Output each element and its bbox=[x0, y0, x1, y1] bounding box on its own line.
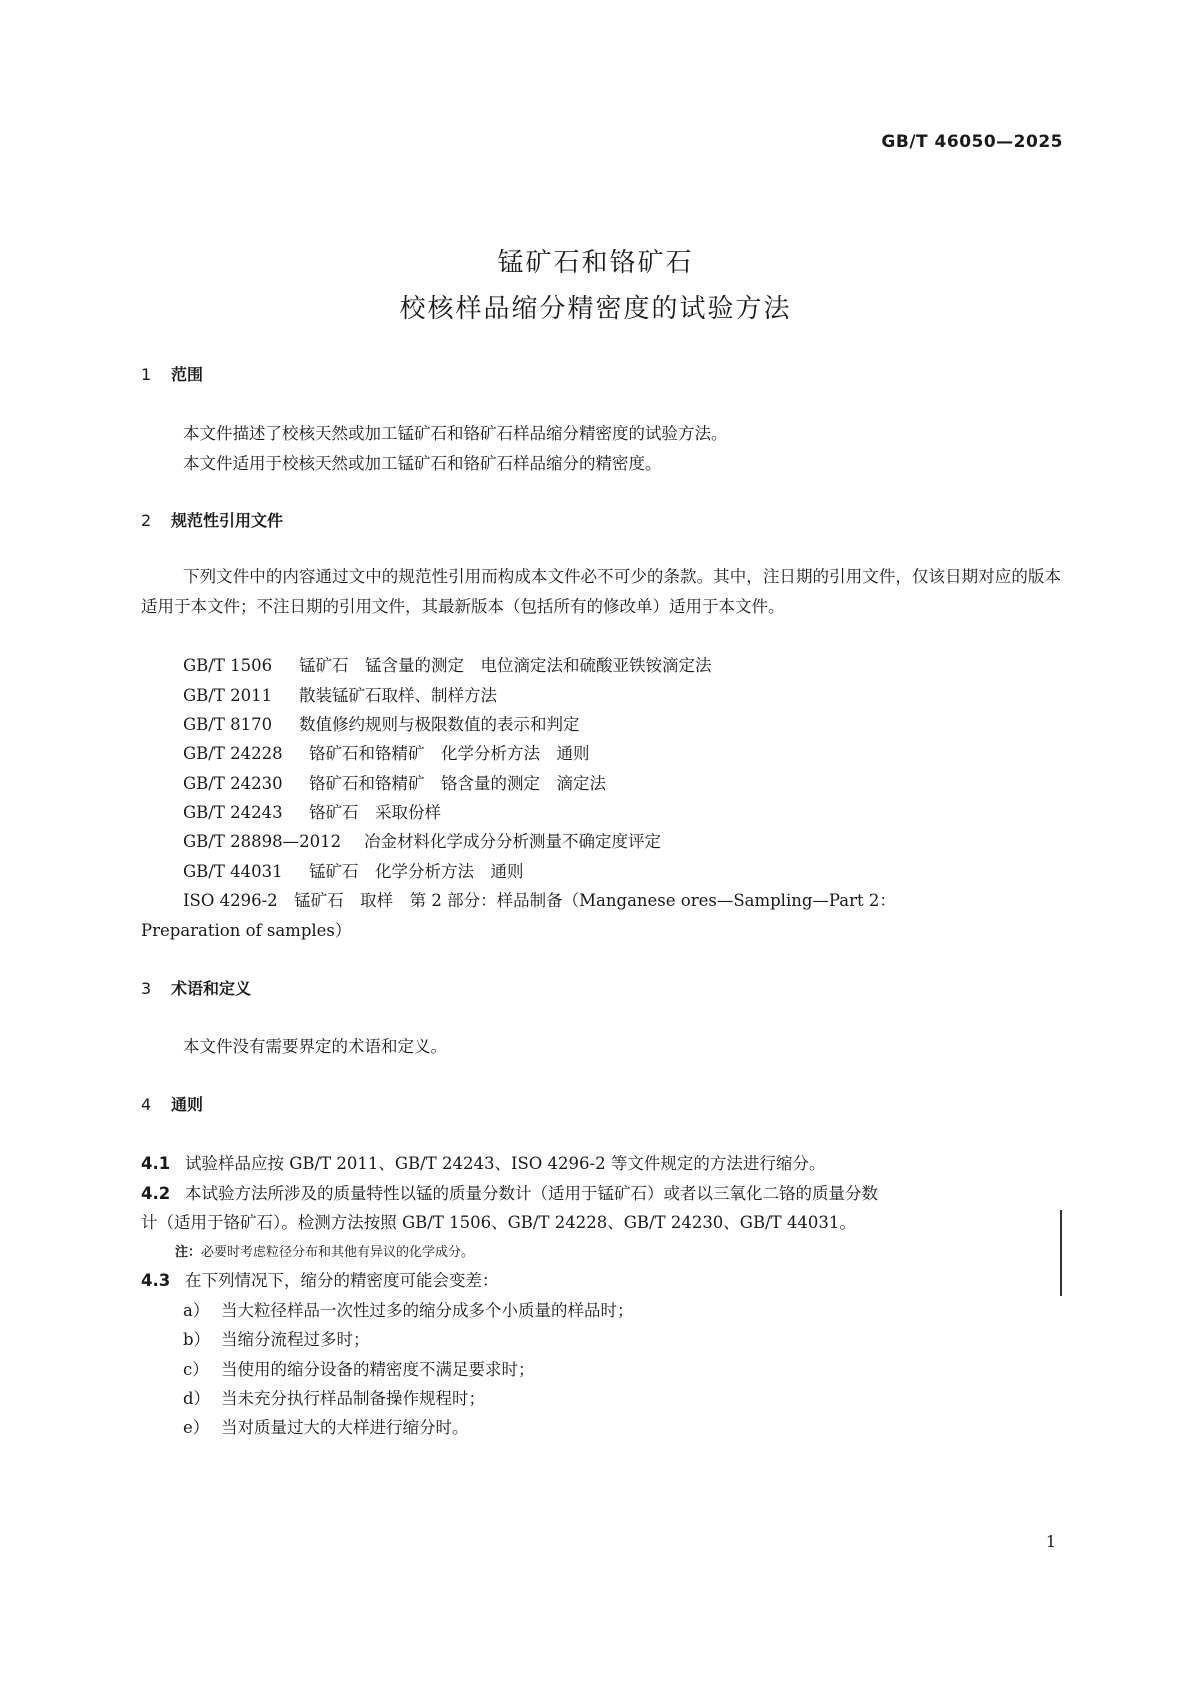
reference-code: GB/T 24230 bbox=[183, 774, 283, 793]
reference-item-iso-continued: Preparation of samples） bbox=[141, 921, 352, 940]
section-title: 通则 bbox=[171, 1095, 204, 1114]
list-label: e） bbox=[183, 1418, 210, 1437]
reference-item bbox=[183, 652, 712, 676]
paragraph: 本文件适用于校核天然或加工锰矿石和铬矿石样品缩分的精密度。 bbox=[183, 454, 662, 473]
change-bar bbox=[1060, 1210, 1062, 1296]
reference-title: 数值修约规则与极限数值的表示和判定 bbox=[299, 715, 580, 734]
section-number: 3 bbox=[141, 979, 152, 998]
reference-code: GB/T 24228 bbox=[183, 744, 283, 763]
reference-title: 锰矿石 锰含量的测定 电位滴定法和硫酸亚铁铵滴定法 bbox=[299, 656, 712, 675]
reference-item bbox=[183, 828, 661, 852]
clause-4-2 bbox=[141, 1180, 878, 1204]
clause-text: 本试验方法所涉及的质量特性以锰的质量分数计（适用于锰矿石）或者以三氧化二铬的质量分数 bbox=[185, 1184, 878, 1203]
reference-code: GB/T 44031 bbox=[183, 862, 283, 881]
reference-title: 锰矿石 化学分析方法 通则 bbox=[309, 862, 524, 881]
reference-code: GB/T 8170 bbox=[183, 715, 273, 734]
reference-item bbox=[183, 858, 524, 882]
list-text: 当大粒径样品一次性过多的缩分成多个小质量的样品时； bbox=[221, 1301, 634, 1320]
clause-number: 4.3 bbox=[141, 1271, 171, 1290]
paragraph-intro: 下列文件中的内容通过文中的规范性引用而构成本文件必不可少的条款。其中，注日期的引用文件，仅该日期对应的版本适用于本文件；不注日期的引用文件，其最新版本（包括所有的修改单）适用于本文件。 bbox=[141, 567, 1061, 616]
list-label: c） bbox=[183, 1360, 209, 1379]
clause-number: 4.2 bbox=[141, 1184, 171, 1203]
section-number: 1 bbox=[141, 365, 152, 384]
list-item bbox=[183, 1326, 370, 1350]
clause-4-3 bbox=[141, 1267, 499, 1291]
section-2-heading bbox=[141, 508, 283, 531]
list-label: d） bbox=[183, 1389, 211, 1408]
reference-title: 铬矿石 采取份样 bbox=[309, 803, 441, 822]
list-text: 当未充分执行样品制备操作规程时； bbox=[221, 1389, 485, 1408]
reference-item bbox=[183, 799, 441, 823]
list-item bbox=[183, 1297, 634, 1321]
list-item bbox=[183, 1414, 469, 1438]
reference-code: GB/T 24243 bbox=[183, 803, 283, 822]
list-item bbox=[183, 1356, 535, 1380]
reference-code: GB/T 2011 bbox=[183, 686, 273, 705]
list-text: 当使用的缩分设备的精密度不满足要求时； bbox=[221, 1360, 535, 1379]
clause-number: 4.1 bbox=[141, 1154, 171, 1173]
reference-title: 铬矿石和铬精矿 铬含量的测定 滴定法 bbox=[309, 774, 606, 793]
list-text: 当对质量过大的大样进行缩分时。 bbox=[221, 1418, 469, 1437]
document-title-line2: 校核样品缩分精密度的试验方法 bbox=[399, 294, 792, 324]
note-label: 注： bbox=[175, 1245, 202, 1260]
reference-item bbox=[183, 711, 580, 735]
section-4-heading bbox=[141, 1092, 203, 1115]
section-1-heading bbox=[141, 362, 203, 385]
list-item bbox=[183, 1385, 485, 1409]
standard-number: GB/T 46050—2025 bbox=[881, 132, 1063, 152]
note bbox=[175, 1241, 474, 1260]
section-3-heading bbox=[141, 976, 251, 999]
reference-item bbox=[183, 682, 497, 706]
reference-title: 散装锰矿石取样、制样方法 bbox=[299, 686, 497, 705]
document-title-line1: 锰矿石和铬矿石 bbox=[497, 248, 694, 278]
paragraph: 本文件没有需要界定的术语和定义。 bbox=[183, 1037, 447, 1056]
reference-item bbox=[183, 740, 590, 764]
reference-item bbox=[183, 770, 606, 794]
list-label: b） bbox=[183, 1330, 211, 1349]
section-title: 范围 bbox=[171, 365, 204, 384]
reference-item-iso: ISO 4296-2 锰矿石 取样 第 2 部分：样品制备（Manganese ores—Sampling—Part 2： bbox=[183, 891, 896, 910]
page-number: 1 bbox=[1045, 1532, 1056, 1551]
reference-code: GB/T 28898—2012 bbox=[183, 832, 342, 851]
reference-title: 冶金材料化学成分分析测量不确定度评定 bbox=[364, 832, 661, 851]
list-label: a） bbox=[183, 1301, 210, 1320]
section-number: 2 bbox=[141, 511, 152, 530]
list-text: 当缩分流程过多时； bbox=[221, 1330, 370, 1349]
clause-4-1 bbox=[141, 1150, 825, 1174]
section-number: 4 bbox=[141, 1095, 152, 1114]
clause-text: 在下列情况下，缩分的精密度可能会变差： bbox=[185, 1271, 499, 1290]
clause-4-2-continued: 计（适用于铬矿石）。检测方法按照 GB/T 1506、GB/T 24228、GB/T 24230、GB/T 44031。 bbox=[141, 1213, 856, 1232]
reference-title: 铬矿石和铬精矿 化学分析方法 通则 bbox=[309, 744, 590, 763]
section-title: 术语和定义 bbox=[171, 979, 252, 998]
paragraph: 本文件描述了校核天然或加工锰矿石和铬矿石样品缩分精密度的试验方法。 bbox=[183, 424, 728, 443]
section-title: 规范性引用文件 bbox=[171, 511, 284, 530]
clause-text: 试验样品应按 GB/T 2011、GB/T 24243、ISO 4296-2 等文件规定的方法进行缩分。 bbox=[185, 1154, 826, 1173]
reference-code: GB/T 1506 bbox=[183, 656, 273, 675]
note-text: 必要时考虑粒径分布和其他有异议的化学成分。 bbox=[201, 1245, 475, 1260]
